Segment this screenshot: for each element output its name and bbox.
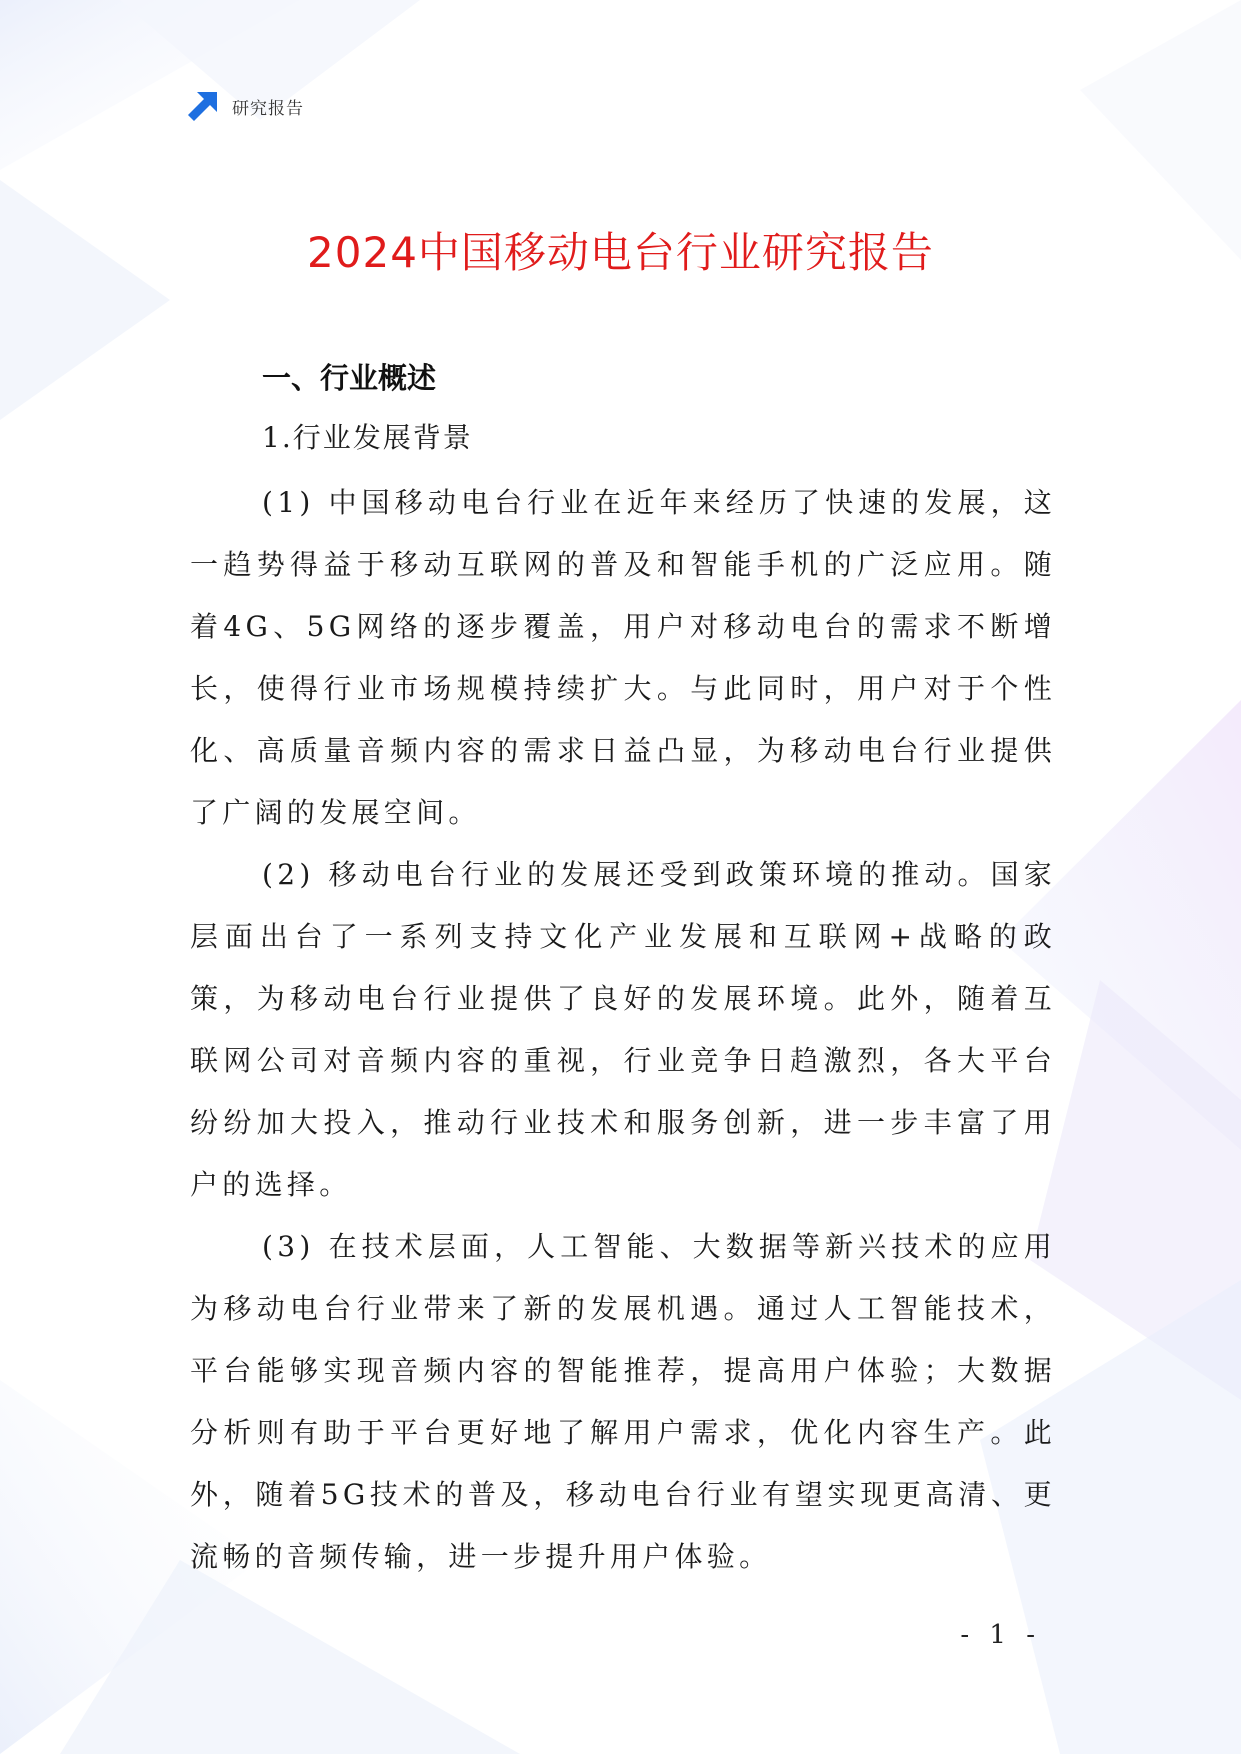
page-number: - 1 - <box>960 1620 1041 1650</box>
paragraph-1: (1) 中国移动电台行业在近年来经历了快速的发展，这一趋势得益于移动互联网的普及和智能手机的广泛应用。随着4G、5G网络的逐步覆盖，用户对移动电台的需求不断增长，使得行业市场规模持续扩大。与此同时，用户对于个性化、高质量音频内容的需求日益凸显，为移动电台行业提供了广阔的发展空间。 <box>190 486 1056 829</box>
arrow-up-right-icon <box>186 89 220 123</box>
document-title: 2024中国移动电台行业研究报告 <box>307 228 934 277</box>
section-heading: 一、行业概述 <box>262 361 437 395</box>
paragraph-2: (2) 移动电台行业的发展还受到政策环境的推动。国家层面出台了一系列支持文化产业发展和互联网+战略的政策，为移动电台行业提供了良好的发展环境。此外，随着互联网公司对音频内容的重视，行业竞争日趋激烈，各大平台纷纷加大投入，推动行业技术和服务创新，进一步丰富了用户的选择。 <box>190 858 1056 1201</box>
paragraph-3: (3) 在技术层面，人工智能、大数据等新兴技术的应用为移动电台行业带来了新的发展机遇。通过人工智能技术，平台能够实现音频内容的智能推荐，提高用户体验；大数据分析则有助于平台更好地了解用户需求，优化内容生产。此外，随着5G技术的普及，移动电台行业有望实现更高清、更流畅的音频传输，进一步提升用户体验。 <box>190 1230 1056 1573</box>
brand-label: 研究报告 <box>232 98 304 119</box>
report-body <box>190 352 1056 1588</box>
subsection-heading: 1.行业发展背景 <box>262 421 473 454</box>
report-header <box>186 88 304 124</box>
